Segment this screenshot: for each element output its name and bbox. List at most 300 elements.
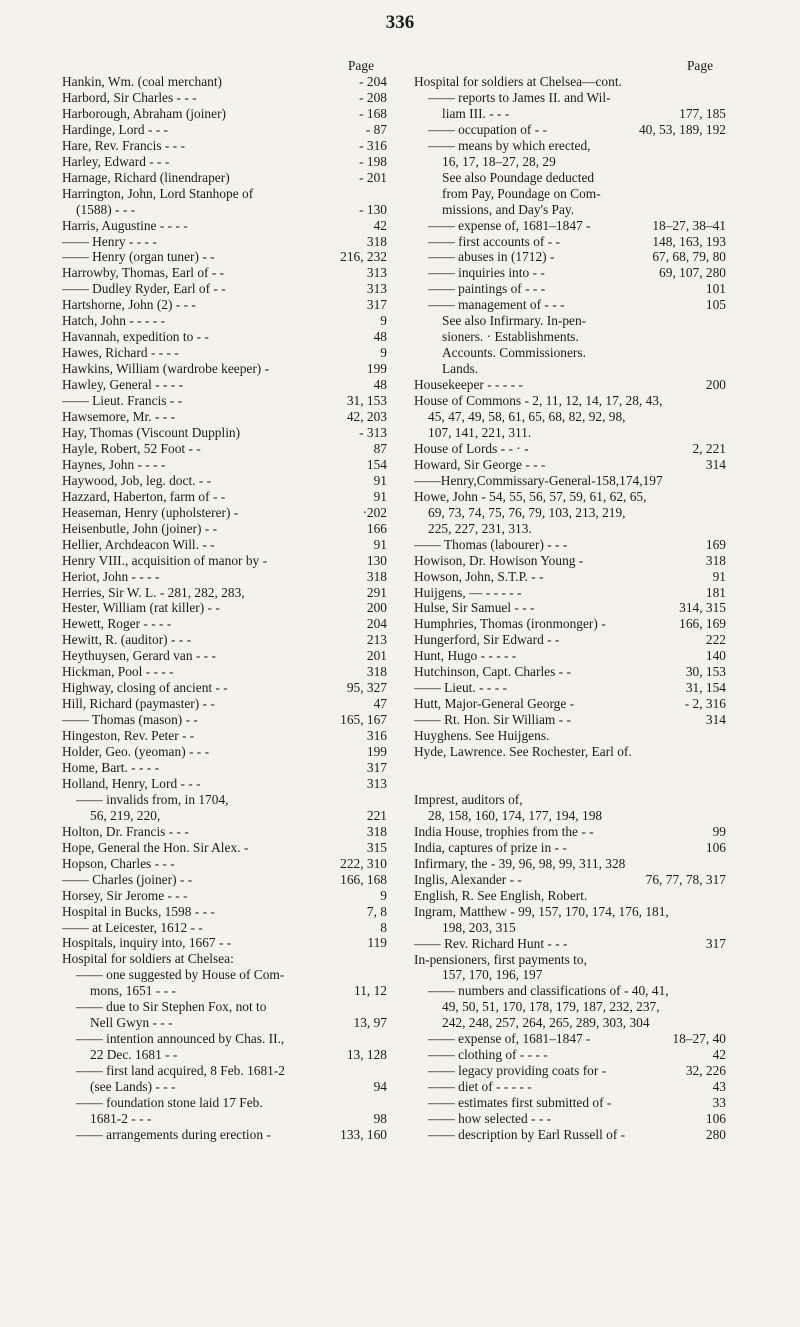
entry-pages: 76, 77, 78, 317 bbox=[645, 871, 726, 887]
entry-name: Nell Gwyn - - - bbox=[90, 1015, 173, 1031]
left-index-column bbox=[62, 58, 387, 1143]
index-entry bbox=[414, 361, 726, 377]
entry-pages: 166, 169 bbox=[679, 616, 726, 632]
entry-pages: 105 bbox=[705, 297, 726, 313]
entry-name: House of Lords - - · - bbox=[414, 440, 529, 456]
index-entry bbox=[414, 712, 726, 728]
index-entry bbox=[62, 425, 387, 441]
index-entry bbox=[62, 409, 387, 425]
index-entry bbox=[414, 664, 726, 680]
index-entry bbox=[62, 329, 387, 345]
index-entry bbox=[62, 983, 387, 999]
entry-pages: - 130 bbox=[359, 201, 387, 217]
entry-name: 107, 141, 221, 311. bbox=[428, 424, 532, 440]
entry-name: Hartshorne, John (2) - - - bbox=[62, 297, 196, 313]
page-number: 336 bbox=[385, 12, 415, 33]
entry-pages: 130 bbox=[366, 552, 387, 568]
index-entry bbox=[62, 840, 387, 856]
index-entry bbox=[414, 1015, 726, 1031]
index-entry bbox=[414, 936, 726, 952]
entry-pages: 7, 8 bbox=[366, 903, 387, 919]
entry-name: House of Commons - 2, 11, 12, 14, 17, 28, 43, bbox=[414, 393, 663, 409]
entry-name: Hatch, John - - - - - bbox=[62, 313, 165, 329]
entry-name: Howson, John, S.T.P. - - bbox=[414, 568, 544, 584]
index-entry bbox=[414, 840, 726, 856]
entry-pages: 40, 53, 189, 192 bbox=[638, 121, 726, 137]
index-entry bbox=[62, 186, 387, 202]
entry-pages: 318 bbox=[366, 823, 387, 839]
entry-pages: - 313 bbox=[359, 424, 387, 440]
entry-name: —— intention announced by Chas. II., bbox=[76, 1031, 285, 1047]
entry-pages: 9 bbox=[380, 887, 387, 903]
entry-pages: 8 bbox=[380, 919, 387, 935]
index-entry bbox=[62, 856, 387, 872]
entry-pages: - 208 bbox=[359, 89, 387, 105]
entry-name: Humphries, Thomas (ironmonger) - bbox=[414, 616, 606, 632]
entry-pages: 213 bbox=[366, 632, 387, 648]
entry-name: —— first accounts of - - bbox=[428, 233, 561, 249]
index-entry bbox=[62, 904, 387, 920]
entry-name: Home, Bart. - - - - bbox=[62, 759, 160, 775]
entry-name: —— Lieut. - - - - bbox=[414, 680, 507, 696]
index-entry bbox=[62, 696, 387, 712]
index-entry bbox=[414, 616, 726, 632]
index-entry bbox=[62, 744, 387, 760]
entry-pages: 204 bbox=[366, 616, 387, 632]
entry-pages: 18–27, 40 bbox=[672, 1031, 726, 1047]
entry-pages: 2, 221 bbox=[692, 440, 726, 456]
entry-name: —— at Leicester, 1612 - - bbox=[62, 919, 203, 935]
entry-name: —— means by which erected, bbox=[428, 137, 591, 153]
entry-pages: 42 bbox=[712, 1047, 726, 1063]
entry-name: —— reports to James II. and Wil- bbox=[428, 89, 611, 105]
entry-pages: 106 bbox=[705, 1111, 726, 1127]
entry-name: Horsey, Sir Jerome - - - bbox=[62, 887, 188, 903]
entry-name: Hankin, Wm. (coal merchant) bbox=[62, 74, 223, 89]
entry-pages: 47 bbox=[373, 696, 387, 712]
entry-pages: 181 bbox=[705, 584, 726, 600]
index-entry bbox=[414, 1063, 726, 1079]
entry-name: Huijgens, — - - - - - bbox=[414, 584, 522, 600]
index-entry bbox=[414, 313, 726, 329]
index-entry bbox=[414, 281, 726, 297]
index-entry bbox=[62, 281, 387, 297]
entry-name: mons, 1651 - - - bbox=[90, 983, 176, 999]
index-entry bbox=[414, 600, 726, 616]
entry-pages: 318 bbox=[366, 233, 387, 249]
entry-pages: 133, 160 bbox=[340, 1126, 387, 1142]
index-entry bbox=[62, 457, 387, 473]
page-column-heading: Page bbox=[686, 58, 714, 73]
entry-name: Holland, Henry, Lord - - - bbox=[62, 775, 201, 791]
entry-name: 157, 170, 196, 197 bbox=[442, 967, 543, 983]
index-entry bbox=[62, 521, 387, 537]
entry-name: Haywood, Job, leg. doct. - - bbox=[62, 472, 212, 488]
entry-pages: 166, 168 bbox=[340, 871, 387, 887]
entry-pages: 31, 153 bbox=[346, 393, 387, 409]
entry-name: Hospital for soldiers at Chelsea—cont. bbox=[414, 74, 622, 89]
entry-pages: 166 bbox=[366, 520, 387, 536]
entry-pages: - 87 bbox=[365, 121, 387, 137]
index-entry bbox=[414, 473, 726, 489]
entry-name: —— expense of, 1681–1847 - bbox=[428, 217, 591, 233]
entry-name: Holton, Dr. Francis - - - bbox=[62, 823, 189, 839]
entry-pages: 91 bbox=[712, 568, 726, 584]
index-entry bbox=[62, 297, 387, 313]
entry-pages: - 2, 316 bbox=[684, 696, 726, 712]
index-entry bbox=[414, 808, 726, 824]
index-entry bbox=[414, 409, 726, 425]
index-entry bbox=[62, 648, 387, 664]
index-entry bbox=[62, 90, 387, 106]
index-entry bbox=[62, 951, 387, 967]
entry-pages: 316 bbox=[366, 728, 387, 744]
index-entry bbox=[62, 872, 387, 888]
entry-pages: 200 bbox=[366, 600, 387, 616]
entry-name: —— management of - - - bbox=[428, 297, 565, 313]
index-entry bbox=[62, 1079, 387, 1095]
index-entry bbox=[414, 1095, 726, 1111]
index-entry bbox=[62, 808, 387, 824]
entry-pages: 201 bbox=[366, 648, 387, 664]
entry-name: Holder, Geo. (yeoman) - - - bbox=[62, 744, 210, 760]
index-entry bbox=[414, 218, 726, 234]
index-entry bbox=[62, 234, 387, 250]
index-entry bbox=[414, 1047, 726, 1063]
entry-pages: 148, 163, 193 bbox=[652, 233, 726, 249]
index-entry bbox=[414, 856, 726, 872]
entry-name: Hardinge, Lord - - - bbox=[62, 121, 168, 137]
entry-pages: 200 bbox=[705, 377, 726, 393]
index-entry bbox=[414, 393, 726, 409]
entry-pages: 119 bbox=[367, 935, 387, 951]
entry-pages: - 204 bbox=[359, 74, 387, 89]
entry-name: Haynes, John - - - - bbox=[62, 456, 166, 472]
entry-name: 242, 248, 257, 264, 265, 289, 303, 304 bbox=[442, 1015, 650, 1031]
index-entry bbox=[414, 297, 726, 313]
entry-name: Herries, Sir W. L. - 281, 282, 283, bbox=[62, 584, 245, 600]
entry-name: —— Thomas (labourer) - - - bbox=[414, 536, 568, 552]
entry-pages: 140 bbox=[705, 648, 726, 664]
entry-name: —— foundation stone laid 17 Feb. bbox=[76, 1095, 263, 1110]
index-entry bbox=[414, 1031, 726, 1047]
entry-name: Hewitt, R. (auditor) - - - bbox=[62, 632, 192, 648]
entry-name: —— Rev. Richard Hunt - - - bbox=[414, 935, 568, 951]
entry-name: In-pensioners, first payments to, bbox=[414, 951, 587, 967]
entry-pages: 317 bbox=[366, 297, 387, 313]
index-entry bbox=[414, 345, 726, 361]
entry-pages: 154 bbox=[366, 456, 387, 472]
index-entry bbox=[414, 1127, 726, 1143]
entry-name: See also Poundage deducted bbox=[442, 169, 595, 185]
entry-name: Highway, closing of ancient - - bbox=[62, 680, 228, 696]
entry-name: 56, 219, 220, bbox=[90, 807, 161, 823]
index-entry bbox=[414, 329, 726, 345]
index-entry bbox=[62, 377, 387, 393]
index-entry bbox=[414, 202, 726, 218]
entry-name: Hellier, Archdeacon Will. - - bbox=[62, 536, 215, 552]
index-entry bbox=[62, 122, 387, 138]
index-entry bbox=[414, 920, 726, 936]
index-entry bbox=[62, 138, 387, 154]
entry-name: Harborough, Abraham (joiner) bbox=[62, 105, 226, 121]
index-entry bbox=[62, 74, 387, 90]
entry-pages: 313 bbox=[366, 265, 387, 281]
entry-name: —— abuses in (1712) - bbox=[428, 249, 555, 265]
index-entry bbox=[62, 920, 387, 936]
index-entry bbox=[62, 106, 387, 122]
index-entry bbox=[62, 632, 387, 648]
entry-name: Hay, Thomas (Viscount Dupplin) bbox=[62, 424, 241, 440]
entry-pages: 42, 203 bbox=[346, 409, 387, 425]
entry-name: —— legacy providing coats for - bbox=[428, 1063, 607, 1079]
entry-name: Harris, Augustine - - - - bbox=[62, 217, 188, 233]
entry-name: —— Henry - - - - bbox=[62, 233, 157, 249]
entry-pages: 48 bbox=[373, 377, 387, 393]
index-entry bbox=[414, 983, 726, 999]
entry-name: Hewett, Roger - - - - bbox=[62, 616, 172, 632]
entry-name: Harrington, John, Lord Stanhope of bbox=[62, 185, 254, 201]
entry-name: Howard, Sir George - - - bbox=[414, 456, 546, 472]
entry-name: —— estimates first submitted of - bbox=[428, 1095, 612, 1111]
entry-name: —— inquiries into - - bbox=[428, 265, 545, 281]
entry-pages: 13, 128 bbox=[346, 1047, 387, 1063]
index-entry bbox=[62, 441, 387, 457]
index-entry bbox=[62, 505, 387, 521]
index-entry bbox=[62, 792, 387, 808]
entry-pages: 11, 12 bbox=[354, 983, 387, 999]
entry-name: 198, 203, 315 bbox=[442, 919, 516, 935]
index-entry bbox=[62, 728, 387, 744]
entry-name: Hill, Richard (paymaster) - - bbox=[62, 696, 215, 712]
index-entry bbox=[414, 696, 726, 712]
index-entry bbox=[62, 1095, 387, 1111]
index-entry bbox=[414, 824, 726, 840]
index-entry bbox=[62, 202, 387, 218]
entry-pages: 315 bbox=[366, 839, 387, 855]
entry-pages: 313 bbox=[366, 281, 387, 297]
entry-name: Heaseman, Henry (upholsterer) - bbox=[62, 504, 239, 520]
index-entry bbox=[414, 74, 726, 90]
index-entry bbox=[62, 1015, 387, 1031]
index-entry bbox=[414, 441, 726, 457]
index-entry bbox=[414, 1079, 726, 1095]
index-entry bbox=[414, 425, 726, 441]
entry-pages: - 201 bbox=[359, 169, 387, 185]
entry-name: Harnage, Richard (linendraper) bbox=[62, 169, 230, 185]
entry-name: Hayle, Robert, 52 Foot - - bbox=[62, 440, 201, 456]
entry-pages: 43 bbox=[712, 1079, 726, 1095]
index-entry bbox=[62, 1031, 387, 1047]
page-column-heading: Page bbox=[347, 58, 375, 73]
entry-pages: 314, 315 bbox=[679, 600, 726, 616]
entry-pages: 221 bbox=[366, 807, 387, 823]
index-entry bbox=[62, 712, 387, 728]
index-entry bbox=[414, 792, 726, 808]
entry-name: Hawsemore, Mr. - - - bbox=[62, 409, 176, 425]
index-entry bbox=[62, 935, 387, 951]
entry-pages: 280 bbox=[705, 1127, 726, 1142]
index-entry bbox=[414, 872, 726, 888]
entry-pages: 95, 327 bbox=[346, 680, 387, 696]
entry-pages: 13, 97 bbox=[353, 1015, 387, 1031]
entry-name: Huyghens. See Huijgens. bbox=[414, 728, 550, 744]
index-entry bbox=[414, 265, 726, 281]
entry-pages: 222, 310 bbox=[340, 855, 387, 871]
entry-name: Hickman, Pool - - - - bbox=[62, 664, 174, 680]
entry-name: Imprest, auditors of, bbox=[414, 791, 523, 807]
entry-name: missions, and Day's Pay. bbox=[442, 201, 575, 217]
entry-name: —— description by Earl Russell of - bbox=[428, 1127, 626, 1142]
entry-pages: 177, 185 bbox=[679, 105, 726, 121]
entry-pages: 99 bbox=[712, 823, 726, 839]
entry-name: English, R. See English, Robert. bbox=[414, 887, 588, 903]
index-entry bbox=[62, 569, 387, 585]
index-entry bbox=[414, 585, 726, 601]
entry-pages: 42 bbox=[373, 217, 387, 233]
entry-name: 69, 73, 74, 75, 76, 79, 103, 213, 219, bbox=[428, 504, 626, 520]
index-entry bbox=[62, 1127, 387, 1143]
entry-pages: 91 bbox=[373, 472, 387, 488]
entry-pages: 314 bbox=[705, 456, 726, 472]
entry-name: from Pay, Poundage on Com- bbox=[442, 185, 601, 201]
entry-pages: 317 bbox=[366, 759, 387, 775]
entry-name: Accounts. Commissioners. bbox=[442, 345, 586, 361]
entry-pages: 48 bbox=[373, 329, 387, 345]
index-entry bbox=[62, 680, 387, 696]
index-entry bbox=[414, 728, 726, 744]
index-entry bbox=[62, 170, 387, 186]
index-entry bbox=[62, 888, 387, 904]
entry-name: Hingeston, Rev. Peter - - bbox=[62, 728, 195, 744]
index-entry bbox=[414, 680, 726, 696]
index-entry bbox=[414, 569, 726, 585]
index-entry bbox=[414, 1111, 726, 1127]
index-entry bbox=[414, 489, 726, 505]
entry-pages: 314 bbox=[705, 712, 726, 728]
index-entry bbox=[414, 457, 726, 473]
entry-pages: 91 bbox=[373, 488, 387, 504]
index-entry bbox=[62, 537, 387, 553]
index-entry bbox=[62, 345, 387, 361]
entry-name: 49, 50, 51, 170, 178, 179, 187, 232, 237, bbox=[442, 999, 660, 1015]
index-entry bbox=[414, 952, 726, 968]
entry-name: Harley, Edward - - - bbox=[62, 153, 170, 169]
index-entry bbox=[414, 967, 726, 983]
entry-name: —— one suggested by House of Com- bbox=[76, 967, 285, 983]
entry-name: Heisenbutle, John (joiner) - - bbox=[62, 520, 218, 536]
entry-pages: 199 bbox=[366, 361, 387, 377]
index-entry bbox=[62, 218, 387, 234]
entry-name: Hawkins, William (wardrobe keeper) - bbox=[62, 361, 270, 377]
entry-name: 28, 158, 160, 174, 177, 194, 198 bbox=[428, 807, 603, 823]
entry-name: Hospital in Bucks, 1598 - - - bbox=[62, 903, 215, 919]
entry-name: —— Lieut. Francis - - bbox=[62, 393, 183, 409]
entry-name: Hungerford, Sir Edward - - bbox=[414, 632, 560, 648]
entry-pages: 18–27, 38–41 bbox=[652, 217, 726, 233]
entry-name: Hawley, General - - - - bbox=[62, 377, 184, 393]
entry-name: Henry VIII., acquisition of manor by - bbox=[62, 552, 268, 568]
entry-name: —— diet of - - - - - bbox=[428, 1079, 532, 1095]
index-entry bbox=[414, 138, 726, 154]
entry-name: (see Lands) - - - bbox=[90, 1079, 176, 1095]
entry-pages: 216, 232 bbox=[340, 249, 387, 265]
entry-name: Housekeeper - - - - - bbox=[414, 377, 523, 393]
index-entry bbox=[414, 999, 726, 1015]
entry-pages: 106 bbox=[705, 839, 726, 855]
index-entry bbox=[62, 999, 387, 1015]
entry-name: —— expense of, 1681–1847 - bbox=[428, 1031, 591, 1047]
entry-pages: 101 bbox=[705, 281, 726, 297]
entry-pages: 67, 68, 79, 80 bbox=[652, 249, 726, 265]
index-entry bbox=[414, 170, 726, 186]
entry-name: Infirmary, the - 39, 96, 98, 99, 311, 328 bbox=[414, 855, 626, 871]
index-entry bbox=[414, 90, 726, 106]
index-entry bbox=[62, 553, 387, 569]
entry-name: Hutchinson, Capt. Charles - - bbox=[414, 664, 571, 680]
entry-pages: 317 bbox=[705, 935, 726, 951]
entry-name: Hulse, Sir Samuel - - - bbox=[414, 600, 535, 616]
index-entry bbox=[62, 600, 387, 616]
entry-pages: - 168 bbox=[359, 105, 387, 121]
entry-pages: 32, 226 bbox=[685, 1063, 726, 1079]
entry-pages: 318 bbox=[705, 552, 726, 568]
index-entry bbox=[62, 967, 387, 983]
entry-name: Havannah, expedition to - - bbox=[62, 329, 209, 345]
entry-name: Hazzard, Haberton, farm of - - bbox=[62, 488, 226, 504]
entry-name: —— Henry (organ tuner) - - bbox=[62, 249, 215, 265]
entry-name: Hopson, Charles - - - bbox=[62, 855, 175, 871]
entry-name: Heythuysen, Gerard van - - - bbox=[62, 648, 216, 664]
entry-name: —— how selected - - - bbox=[428, 1111, 552, 1127]
entry-pages: 165, 167 bbox=[340, 712, 387, 728]
entry-name: India House, trophies from the - - bbox=[414, 823, 594, 839]
index-entry bbox=[62, 1111, 387, 1127]
entry-pages: - 316 bbox=[359, 137, 387, 153]
index-entry bbox=[62, 313, 387, 329]
entry-pages: - 198 bbox=[359, 153, 387, 169]
entry-name: See also Infirmary. In-pen- bbox=[442, 313, 587, 329]
entry-name: —— first land acquired, 8 Feb. 1681-2 bbox=[76, 1063, 285, 1079]
index-entry bbox=[62, 473, 387, 489]
entry-name: 1681-2 - - - bbox=[90, 1110, 152, 1126]
entry-name: —— arrangements during erection - bbox=[76, 1126, 271, 1142]
entry-pages: 9 bbox=[380, 345, 387, 361]
index-entry bbox=[414, 553, 726, 569]
index-entry bbox=[62, 824, 387, 840]
entry-name: 45, 47, 49, 58, 61, 65, 68, 82, 92, 98, bbox=[428, 409, 626, 425]
entry-pages: 94 bbox=[373, 1079, 387, 1095]
entry-name: —— clothing of - - - - bbox=[428, 1047, 548, 1063]
entry-name: —— invalids from, in 1704, bbox=[76, 791, 229, 807]
index-entry bbox=[62, 776, 387, 792]
index-entry bbox=[414, 744, 726, 760]
entry-name: India, captures of prize in - - bbox=[414, 839, 567, 855]
entry-pages: 318 bbox=[366, 568, 387, 584]
entry-name: Lands. bbox=[442, 361, 479, 377]
entry-name: Hester, William (rat killer) - - bbox=[62, 600, 220, 616]
section-gap bbox=[414, 760, 726, 792]
index-entry bbox=[414, 154, 726, 170]
entry-name: —— due to Sir Stephen Fox, not to bbox=[76, 999, 267, 1015]
index-entry bbox=[62, 265, 387, 281]
entry-name: Hawes, Richard - - - - bbox=[62, 345, 179, 361]
entry-name: —— Thomas (mason) - - bbox=[62, 712, 198, 728]
entry-pages: 318 bbox=[366, 664, 387, 680]
entry-name: —— Charles (joiner) - - bbox=[62, 871, 193, 887]
entry-pages: 169 bbox=[705, 536, 726, 552]
index-entry bbox=[414, 249, 726, 265]
